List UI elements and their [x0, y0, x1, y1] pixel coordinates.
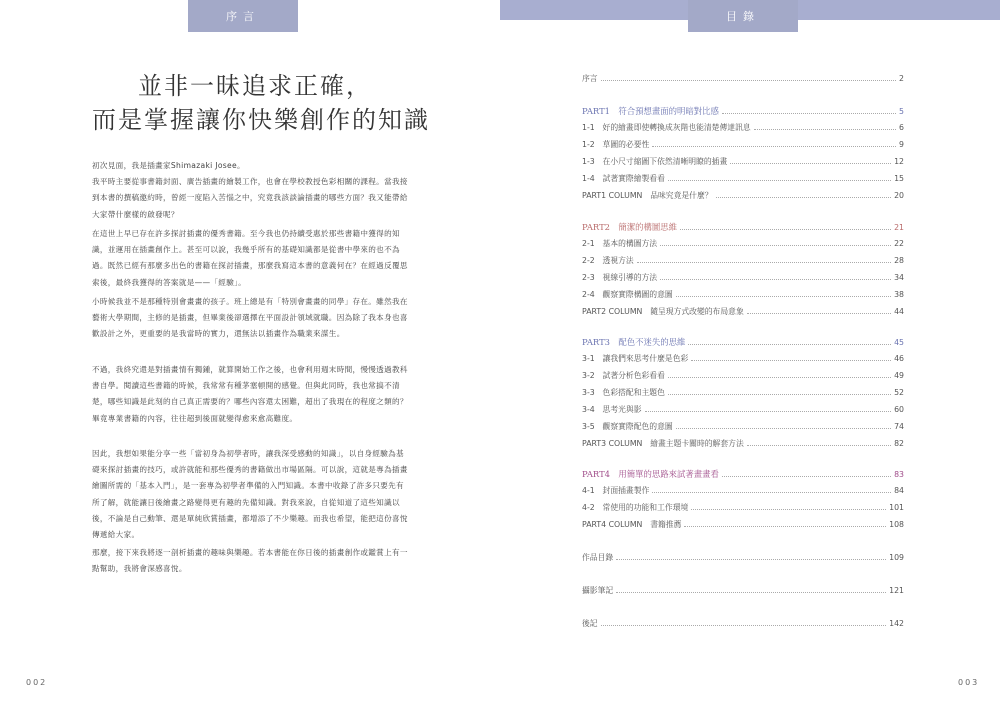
toc-entry-label: 1-4 試著實際繪製看看: [582, 174, 665, 183]
toc-entry: [582, 156, 904, 168]
toc-leader-dots: [754, 129, 896, 130]
toc-leader-dots: [730, 163, 891, 164]
toc-entry: [582, 306, 904, 318]
toc-entry-page: 52: [894, 388, 904, 397]
toc-leader-dots: [747, 445, 891, 446]
toc-entry-page: 60: [894, 405, 904, 414]
preface-paragraph: 初次見面，我是插畫家Shimazaki Josee。 我平時主要從事書籍封面、廣告插畫的繪製工作，也會在學校教授色彩相關的課程。當我接到本書的撰稿邀約時，曾經一度陷入苦惱之中，究竟我該談論插畫的哪些方面？我又能帶給大家帶什麼樣的啟發呢？: [92, 161, 408, 219]
toc-entry: [582, 122, 904, 134]
toc-entry-label: 2-2 透視方法: [582, 256, 634, 265]
toc-entry-label: PART3 COLUMN 繪畫主題卡關時的解套方法: [582, 439, 744, 448]
toc-entry-label: 3-4 思考光與影: [582, 405, 642, 414]
preface-paragraph: 那麼，接下來我將逐一剖析插畫的趣味與樂趣。若本書能在你日後的插畫創作或鑑賞上有一點幫助，我將會深感喜悅。: [92, 548, 408, 574]
toc-entry-page: 38: [894, 290, 904, 299]
toc-leader-dots: [637, 262, 891, 263]
toc-entry-page: 12: [894, 157, 904, 166]
toc-entry: [582, 238, 904, 250]
toc-entry: [582, 221, 904, 233]
toc-entry-page: 142: [889, 619, 904, 628]
toc-entry: [582, 370, 904, 382]
toc-entry-page: 108: [889, 520, 904, 529]
toc-entry-label: PART3 配色不迷失的思維: [582, 337, 686, 347]
toc-entry-page: 34: [894, 273, 904, 282]
toc-entry: [582, 519, 904, 531]
toc-leader-dots: [660, 245, 891, 246]
toc-leader-dots: [676, 296, 891, 297]
toc-entry: [582, 139, 904, 151]
toc-leader-dots: [684, 526, 886, 527]
toc-entry-label: 作品目錄: [582, 553, 614, 562]
right-header-tab: [688, 0, 798, 32]
toc-entry: [582, 272, 904, 284]
toc-entry-label: PART1 符合預想畫面的明暗對比感: [582, 106, 719, 116]
toc-entry: [582, 404, 904, 416]
toc-entry-page: 21: [894, 223, 904, 232]
toc-entry-page: 121: [889, 586, 904, 595]
toc-entry: [582, 190, 904, 202]
toc-leader-dots: [722, 113, 896, 114]
toc-entry-page: 22: [894, 239, 904, 248]
left-page-number: 002: [26, 678, 48, 687]
preface-paragraph: 不過，我終究還是對插畫情有獨鍾，就算開始工作之後，也會利用週末時間，慢慢透過教科書自學。閱讀這些書籍的時候，我常常有種茅塞頓開的感覺。但與此同時，我也常搞不清楚，哪些知識是此刻的自己真正需要的？哪些內容還太困難，超出了我現在的程度之類的？畢竟專業書籍的內容，往往超到後面就變得愈來愈高難度。: [92, 365, 408, 423]
left-header-tab: [188, 0, 298, 32]
toc-leader-dots: [645, 411, 892, 412]
toc-entry: [582, 105, 904, 117]
toc-entry-label: 4-1 封面插畫製作: [582, 486, 650, 495]
toc-entry-page: 109: [889, 553, 904, 562]
toc-entry-page: 46: [894, 354, 904, 363]
preface-paragraph: 在這世上早已存在許多探討插畫的優秀書籍。至今我也仍持續受惠於那些書籍中獲得的知識，並運用在插畫創作上。甚至可以說，我幾乎所有的基礎知識都是從書中學來的也不為過。既然已經有那麼多出色的書籍在探討插畫，那麼我寫這本書的意義何在？在經過反覆思索後，最終我獲得的答案就是——「經驗」。: [92, 229, 408, 287]
toc-leader-dots: [680, 229, 891, 230]
toc-leader-dots: [691, 509, 886, 510]
toc-leader-dots: [616, 592, 886, 593]
toc-entry-page: 20: [894, 191, 904, 200]
toc-entry-label: 後記: [582, 619, 598, 628]
toc-entry-label: 3-1 讓我們來思考什麼是色彩: [582, 354, 689, 363]
toc-entry-label: 3-3 色彩搭配和主題色: [582, 388, 665, 397]
left-tab-label: 序言: [226, 10, 260, 23]
toc-leader-dots: [691, 360, 891, 361]
toc-entry-label: 攝影筆記: [582, 586, 614, 595]
toc-leader-dots: [688, 344, 891, 345]
toc-entry-page: 2: [899, 74, 904, 83]
toc-entry-label: 3-2 試著分析色彩看看: [582, 371, 665, 380]
toc-entry-label: PART1 COLUMN 品味究竟是什麼？: [582, 191, 713, 200]
toc-entry-page: 82: [894, 439, 904, 448]
toc-entry-page: 49: [894, 371, 904, 380]
toc-leader-dots: [660, 279, 891, 280]
toc-leader-dots: [616, 559, 886, 560]
preface-paragraph: 因此，我想如果能分享一些「當初身為初學者時，讓我深受感動的知識」，以自身經驗為基礎來探討插畫的技巧，或許就能和那些優秀的書籍做出市場區隔。可以說，這就是專為插畫繪圖所需的「基本入門」，是一套專為初學者準備的入門知識。本書中收錄了許多只要先有所了解，就能讓日後繪畫之路變得更有趣的先備知識。對我來說，自從知道了這些知識以後，不論是自己動筆、還是單純欣賞插畫，都增添了不少樂趣。而我也希望，能把這份喜悅傳遞給大家。: [92, 449, 408, 540]
toc-leader-dots: [652, 492, 891, 493]
toc-entry: [582, 73, 904, 85]
toc-entry-page: 15: [894, 174, 904, 183]
right-page-number: 003: [958, 678, 980, 687]
toc-entry: [582, 387, 904, 399]
toc-entry-page: 28: [894, 256, 904, 265]
toc-entry-page: 45: [894, 338, 904, 347]
toc-entry: [582, 438, 904, 450]
preface-title-line-2: 而是掌握讓你快樂創作的知識: [92, 106, 430, 134]
toc-entry: [582, 552, 904, 564]
toc-entry-page: 44: [894, 307, 904, 316]
toc-entry: [582, 289, 904, 301]
toc-leader-dots: [722, 476, 891, 477]
toc-entry: [582, 502, 904, 514]
toc-entry-label: PART4 用簡單的思路來試著畫畫看: [582, 469, 719, 479]
toc-entry-label: 序言: [582, 74, 598, 83]
toc-entry-page: 84: [894, 486, 904, 495]
toc-entry-page: 6: [899, 123, 904, 132]
toc-entry-label: 2-4 觀察實際構圖的意圖: [582, 290, 673, 299]
toc-leader-dots: [652, 146, 896, 147]
toc-entry: [582, 618, 904, 630]
toc-entry: [582, 468, 904, 480]
toc-leader-dots: [676, 428, 891, 429]
preface-paragraph: 小時候我並不是那種特別會畫畫的孩子。班上總是有「特別會畫畫的同學」存在。雖然我在藝術大學期間，主修的是插畫，但畢業後卻選擇在平面設計領域就職。因為除了我本身也喜歡設計之外，更重要的是我當時的實力，還無法以插畫作為職業來謀生。: [92, 297, 408, 339]
toc-entry: [582, 353, 904, 365]
toc-entry: [582, 421, 904, 433]
toc-leader-dots: [747, 313, 891, 314]
toc-entry: [582, 255, 904, 267]
toc-entry: [582, 336, 904, 348]
toc-entry-page: 9: [899, 140, 904, 149]
toc-leader-dots: [601, 80, 896, 81]
toc-entry-page: 5: [899, 107, 904, 116]
toc-entry-label: 3-5 觀察實際配色的意圖: [582, 422, 673, 431]
toc-leader-dots: [668, 377, 891, 378]
toc-leader-dots: [716, 197, 892, 198]
toc-entry-label: PART4 COLUMN 書籍推薦: [582, 520, 682, 529]
right-tab-label: 目錄: [726, 10, 760, 23]
toc-entry-label: 1-2 草圖的必要性: [582, 140, 650, 149]
toc-entry-label: PART2 COLUMN 隨呈現方式改變的布局意象: [582, 307, 744, 316]
toc-leader-dots: [601, 625, 887, 626]
toc-entry-page: 74: [894, 422, 904, 431]
toc-entry: [582, 485, 904, 497]
toc-leader-dots: [668, 394, 891, 395]
toc-entry-page: 83: [894, 470, 904, 479]
preface-title-line-1: 並非一昧追求正確，: [138, 72, 372, 100]
toc-entry-label: 4-2 常使用的功能和工作環境: [582, 503, 689, 512]
toc-leader-dots: [668, 180, 891, 181]
toc-entry-label: PART2 簡潔的構圖思維: [582, 222, 677, 232]
toc-entry: [582, 585, 904, 597]
toc-entry-page: 101: [889, 503, 904, 512]
toc-entry-label: 1-3 在小尺寸縮圖下依然清晰明瞭的插畫: [582, 157, 728, 166]
toc-entry: [582, 173, 904, 185]
toc-entry-label: 2-3 視線引導的方法: [582, 273, 658, 282]
toc-entry-label: 1-1 好的繪畫即使轉換成灰階也能清楚傳達訊息: [582, 123, 751, 132]
toc-entry-label: 2-1 基本的構圖方法: [582, 239, 658, 248]
